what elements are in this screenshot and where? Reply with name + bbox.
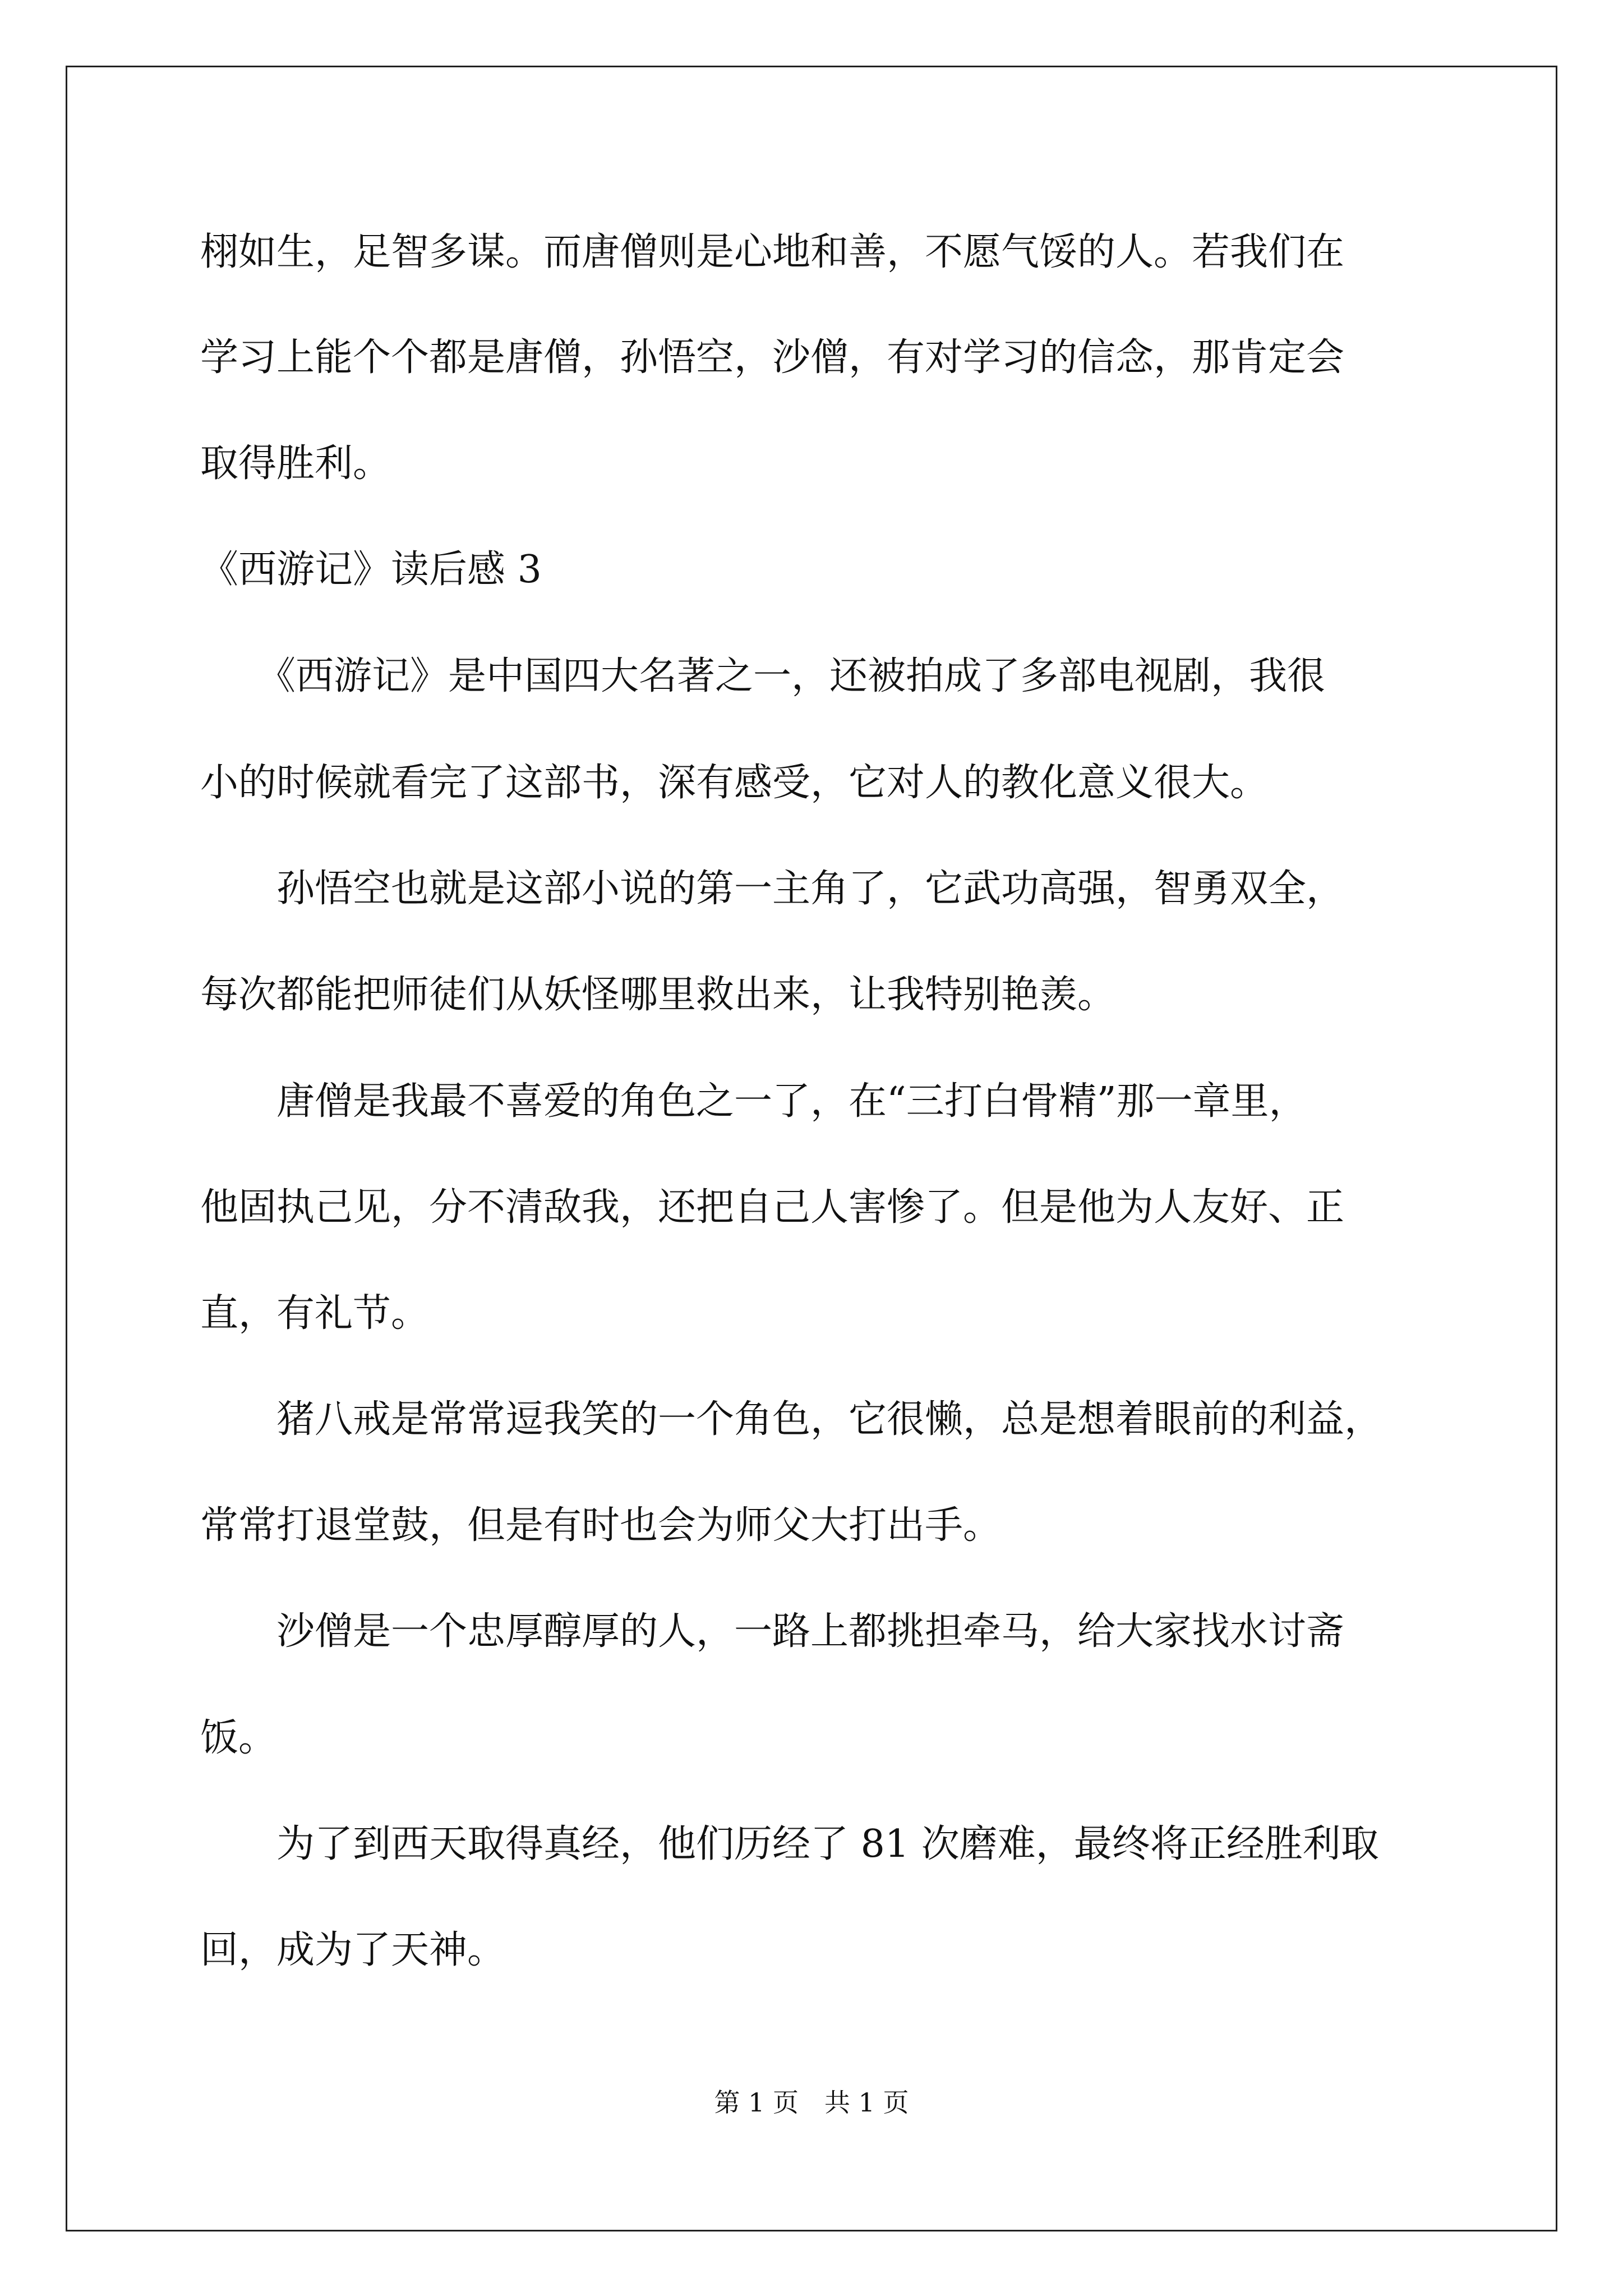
text-line: 饭。 — [200, 1716, 277, 1760]
text-line: 猪八戒是常常逗我笑的一个角色，它很懒，总是想着眼前的利益， — [200, 1397, 1383, 1442]
text-line: 栩如生，足智多谋。而唐僧则是心地和善，不愿气馁的人。若我们在 — [200, 230, 1345, 274]
page-footer: 第 1 页 共 1 页 — [714, 2087, 909, 2118]
text-line: 回，成为了天神。 — [200, 1928, 506, 1972]
text-line: 学习上能个个都是唐僧，孙悟空，沙僧，有对学习的信念，那肯定会 — [200, 335, 1345, 380]
text-line: 每次都能把师徒们从妖怪哪里救出来，让我特别艳羡。 — [200, 973, 1116, 1017]
text-line: 孙悟空也就是这部小说的第一主角了，它武功高强，智勇双全， — [200, 867, 1345, 911]
text-line: 直，有礼节。 — [200, 1291, 430, 1336]
text-line: 他固执己见，分不清敌我，还把自己人害惨了。但是他为人友好、正 — [200, 1185, 1345, 1230]
text-line: 取得胜利。 — [200, 441, 391, 486]
text-line: 为了到西天取得真经，他们历经了 81 次磨难，最终将正经胜利取 — [200, 1822, 1379, 1866]
text-line: 常常打退堂鼓，但是有时也会为师父大打出手。 — [200, 1503, 1002, 1548]
text-line: 沙僧是一个忠厚醇厚的人，一路上都挑担牵马，给大家找水讨斋 — [200, 1609, 1345, 1654]
section-heading: 《西游记》读后感 3 — [200, 547, 542, 592]
text-line: 小的时候就看完了这部书，深有感受，它对人的教化意义很大。 — [200, 761, 1269, 805]
text-line: 唐僧是我最不喜爱的角色之一了，在“三打白骨精”那一章里， — [200, 1079, 1307, 1124]
page-frame — [66, 66, 1557, 2231]
text-line: 《西游记》是中国四大名著之一，还被拍成了多部电视剧，我很 — [200, 654, 1326, 698]
